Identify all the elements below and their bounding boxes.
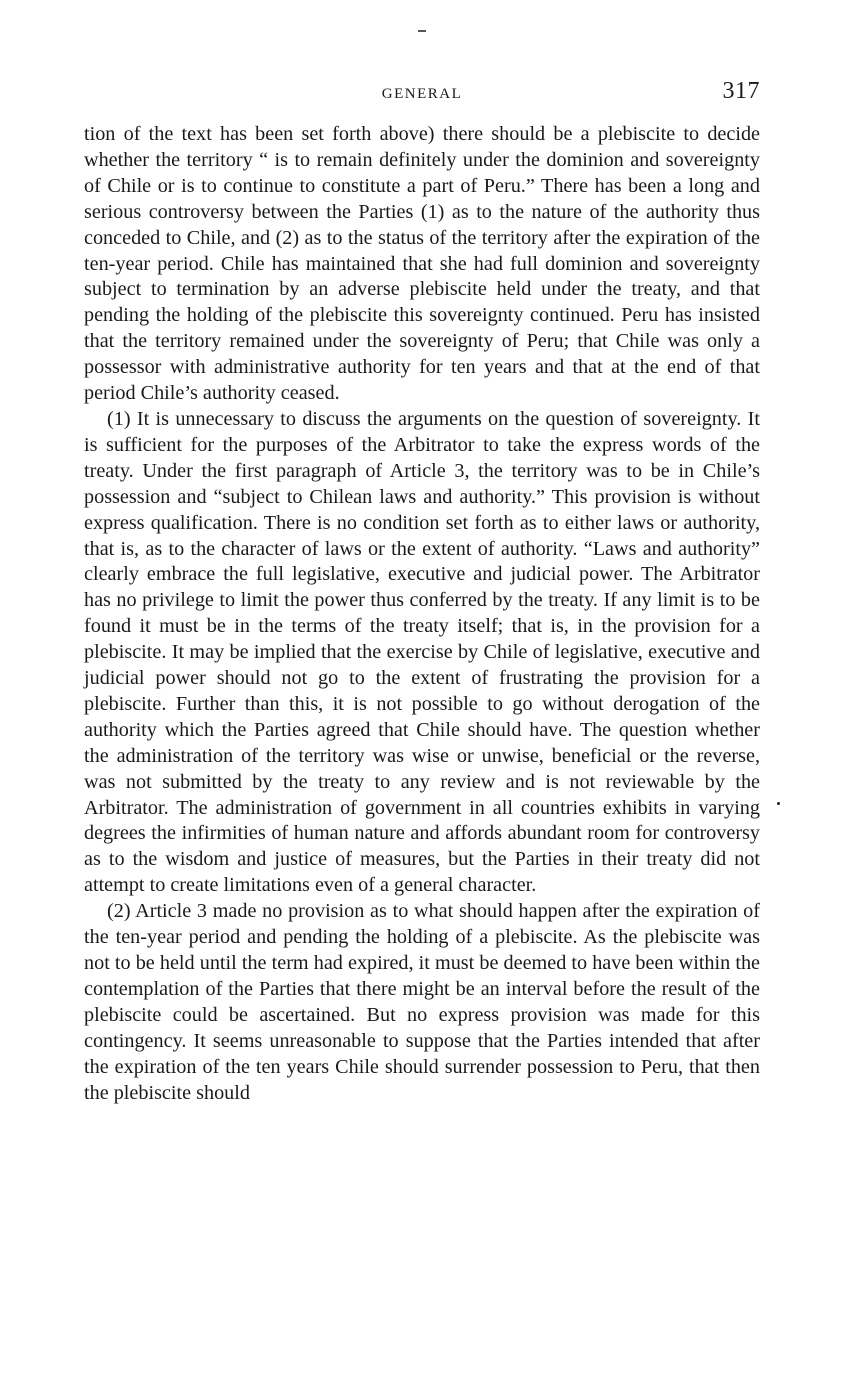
body-text: [84, 122, 760, 1106]
margin-speck: [777, 802, 780, 805]
page-number: 317: [722, 78, 760, 104]
running-title: GENERAL: [381, 86, 463, 102]
paragraph-article-3: (2) Article 3 made no provision as to what should happen after the expiration of the ten-year period and pending the holding of a plebiscite. As the plebiscite was not to be held until the term had expired, it must be deemed to have been within the contemplation of the Parties that there might be an interval before the result of the plebiscite could be ascertained. But no express provision was made for this contingency. It seems unreasonable to suppose that the Parties intended that after the expiration of the ten years Chile should surrender possession to Peru, that then the plebiscite should: [84, 900, 760, 1104]
running-head: [84, 76, 760, 110]
paragraph-continuation: tion of the text has been set forth above) there should be a plebiscite to decide whether the territory “ is to remain definitely under the dominion and sovereignty of Chile or is to continue to constitute a part of Peru.” There has been a long and serious controversy between the Parties (1) as to the nature of the authority thus conceded to Chile, and (2) as to the status of the territory after the expiration of the ten-year period. Chile has maintained that she had full dominion and sovereignty subject to termination by an adverse plebiscite held under the treaty, and that pending the holding of the plebiscite this sovereignty continued. Peru has insisted that the territory remained under the sovereignty of Peru; that Chile was only a possessor with administrative authority for ten years and that at the end of that period Chile’s authority ceased.: [84, 123, 760, 405]
book-page: [84, 0, 760, 1379]
paragraph-sovereignty: (1) It is unnecessary to discuss the arguments on the question of sovereignty. It is sufficient for the purposes of the Arbitrator to take the express words of the treaty. Under the first paragraph of Article 3, the territory was to be in Chile’s possession and “subject to Chilean laws and authority.” This provision is without express qualification. There is no condition set forth as to either laws or authority, that is, as to the character of laws or the extent of authority. “Laws and authority” clearly embrace the full legislative, executive and judicial power. The Arbitrator has no privilege to limit the power thus conferred by the treaty. If any limit is to be found it must be in the terms of the treaty itself; that is, in the provision for a plebiscite. It may be implied that the exercise by Chile of legislative, executive and judicial power should not go to the extent of frustrating the provision for a plebiscite. Further than this, it is not possible to go without derogation of the authority which the Parties agreed that Chile should have. The question whether the administration of the territory was wise or unwise, beneficial or the reverse, was not submitted by the treaty to any review and is not reviewable by the Arbitrator. The administration of government in all countries exhibits in varying degrees the infirmities of human nature and affords abundant room for controversy as to the wisdom and justice of measures, but the Parties in their treaty did not attempt to create limitations even of a general character.: [84, 407, 760, 897]
print-mark: [418, 30, 426, 32]
